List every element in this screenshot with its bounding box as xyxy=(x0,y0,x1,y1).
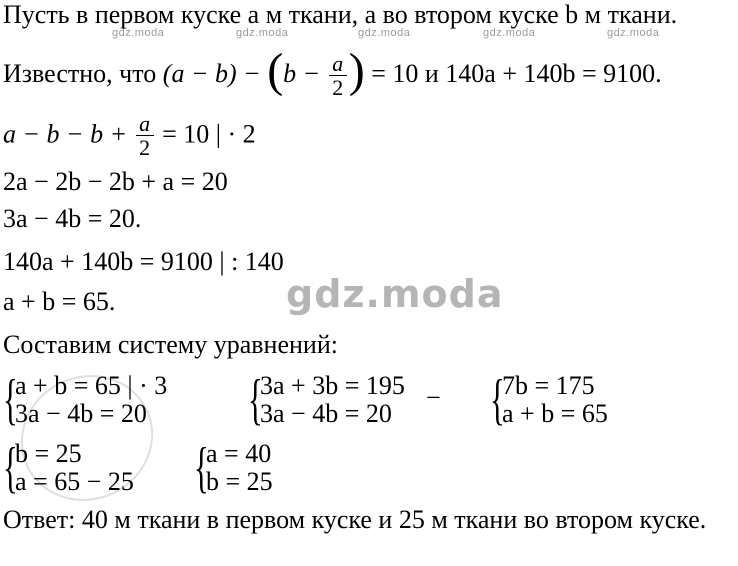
intro-line: Пусть в первом куске a м ткани, а во втором куске b м ткани. xyxy=(3,0,678,29)
equation-5: a + b = 65. xyxy=(3,287,116,316)
known-expression-part: b − xyxy=(283,59,327,88)
fraction-a-over-2 xyxy=(329,50,347,100)
watermark-text: gdz.moda xyxy=(236,27,289,39)
equation-3: 3a − 4b = 20. xyxy=(3,204,142,233)
system-row: b = 25 xyxy=(15,439,82,468)
system-row: 3a − 4b = 20 xyxy=(260,399,392,428)
watermark-logo: gdz.moda xyxy=(286,272,504,316)
left-paren: ( xyxy=(267,44,284,97)
fraction-numerator: a xyxy=(332,50,344,76)
answer-line: Ответ: 40 м ткани в первом куске и 25 м ткани во втором куске. xyxy=(3,505,707,534)
known-line xyxy=(3,44,662,100)
equation-part: = 10 | · 2 xyxy=(155,119,256,149)
system-brace: { xyxy=(194,437,209,499)
equation-part: a − b − b + xyxy=(3,119,134,149)
equation-2: 2a − 2b − 2b + a = 20 xyxy=(3,167,228,196)
system-row: 3a + 3b = 195 xyxy=(260,371,405,400)
watermark-text: gdz.moda xyxy=(483,27,536,39)
watermark-text: gdz.moda xyxy=(607,27,660,39)
known-expression-part: = 10 и 140a + 140b = 9100. xyxy=(364,59,662,88)
equation-1 xyxy=(3,113,256,160)
known-expression-part: (a − b) − xyxy=(162,59,268,88)
known-prefix: Известно, что xyxy=(3,59,157,88)
system-brace: { xyxy=(490,369,505,431)
fraction-numerator: a xyxy=(139,111,151,136)
system-brace: { xyxy=(248,369,263,431)
system-row: 7b = 175 xyxy=(502,371,595,400)
system-row: a + b = 65 xyxy=(502,399,608,428)
system-row: b = 25 xyxy=(206,467,273,496)
subtract-sign: − xyxy=(426,383,441,412)
equation-system xyxy=(3,369,243,432)
fraction-denominator: 2 xyxy=(139,135,151,160)
equation-system xyxy=(194,437,314,500)
right-paren: ) xyxy=(348,44,365,97)
equation-4: 140a + 140b = 9100 | : 140 xyxy=(3,247,284,276)
system-row: 3a − 4b = 20 xyxy=(15,399,147,428)
equation-system xyxy=(490,369,670,432)
equation-system xyxy=(248,369,458,432)
system-row: a = 40 xyxy=(206,439,272,468)
fraction-a-over-2 xyxy=(136,113,154,160)
system-row: a = 65 − 25 xyxy=(15,467,134,496)
fraction-denominator: 2 xyxy=(332,74,344,100)
equation-system xyxy=(3,437,173,500)
system-brace: { xyxy=(3,437,18,499)
system-caption: Составим систему уравнений: xyxy=(3,330,338,359)
system-brace: { xyxy=(3,369,18,431)
system-row: a + b = 65 | · 3 xyxy=(15,371,168,400)
watermark-text: gdz.moda xyxy=(112,27,165,39)
watermark-text: gdz.moda xyxy=(358,27,411,39)
